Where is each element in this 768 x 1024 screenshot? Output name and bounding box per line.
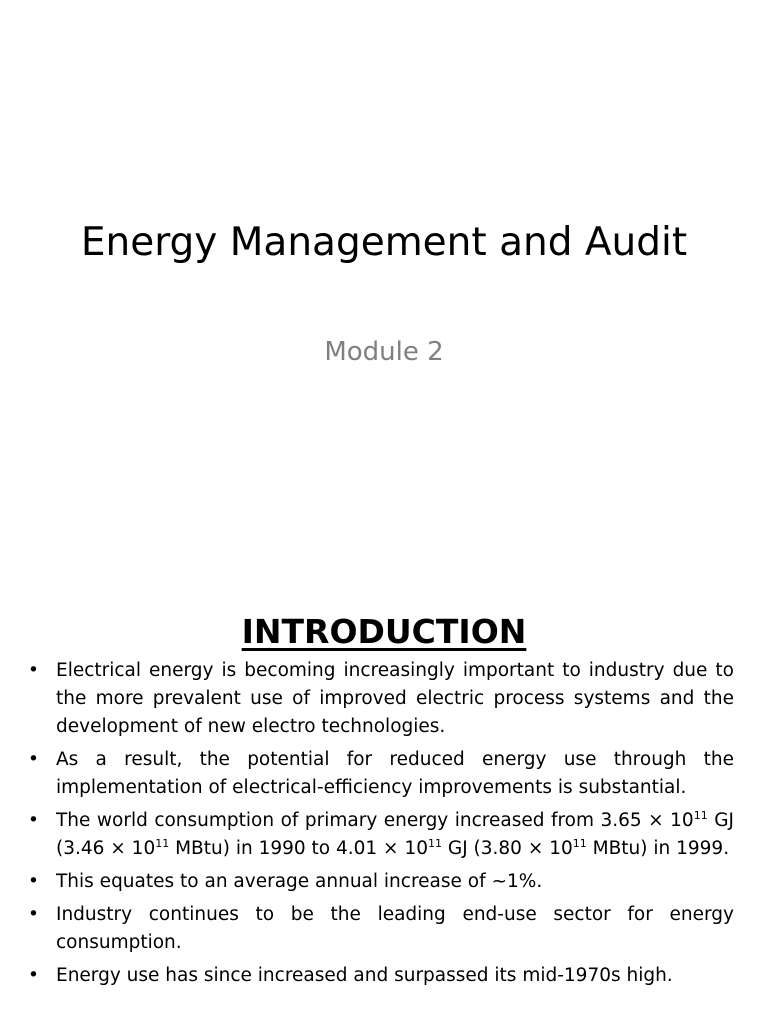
bullet-text: As a result, the potential for reduced energy use through the implementation of electrical-efficiency improvements is substantial. <box>56 749 734 798</box>
exponent: 11 <box>427 837 442 850</box>
bullet-marker: • <box>28 904 39 925</box>
bullet-text-segment: The world consumption of primary energy increased from 3.65 × 10 <box>56 810 694 831</box>
introduction-heading-text: INTRODUCTION <box>241 612 527 651</box>
bullet-marker: • <box>28 965 39 986</box>
bullet-text: Industry continues to be the leading end-use sector for energy consumption. <box>56 904 734 953</box>
bullet-text: This equates to an average annual increase of ~1%. <box>56 871 543 892</box>
bullet-text-segment: GJ (3.80 × 10 <box>441 838 573 859</box>
bullet-text: Electrical energy is becoming increasingly important to industry due to the more prevalent use of improved electric process systems and the development of new electro technologies. <box>56 660 734 737</box>
bullet-item <box>28 901 734 957</box>
bullet-text <box>56 810 734 859</box>
bullet-text-segment: GJ (3.46 × 10 <box>56 810 734 859</box>
slide-subtitle: Module 2 <box>324 337 444 367</box>
bullet-item <box>28 868 734 896</box>
bullet-item <box>28 746 734 802</box>
exponent: 11 <box>572 837 587 850</box>
bullet-marker: • <box>28 660 39 681</box>
bullet-marker: • <box>28 810 39 831</box>
bullet-item <box>28 657 734 741</box>
bullet-marker: • <box>28 871 39 892</box>
bullet-marker: • <box>28 749 39 770</box>
exponent: 11 <box>155 837 170 850</box>
introduction-heading <box>0 610 768 654</box>
slide-title: Energy Management and Audit <box>80 220 688 265</box>
bullet-list <box>28 657 734 995</box>
bullet-text: Energy use has since increased and surpassed its mid-1970s high. <box>56 965 673 986</box>
bullet-text-segment: MBtu) in 1990 to 4.01 × 10 <box>169 838 428 859</box>
bullet-item <box>28 807 734 863</box>
bullet-text-segment: MBtu) in 1999. <box>586 838 730 859</box>
exponent: 11 <box>693 809 708 822</box>
introduction-slide <box>0 576 768 1024</box>
bullet-item <box>28 962 734 990</box>
